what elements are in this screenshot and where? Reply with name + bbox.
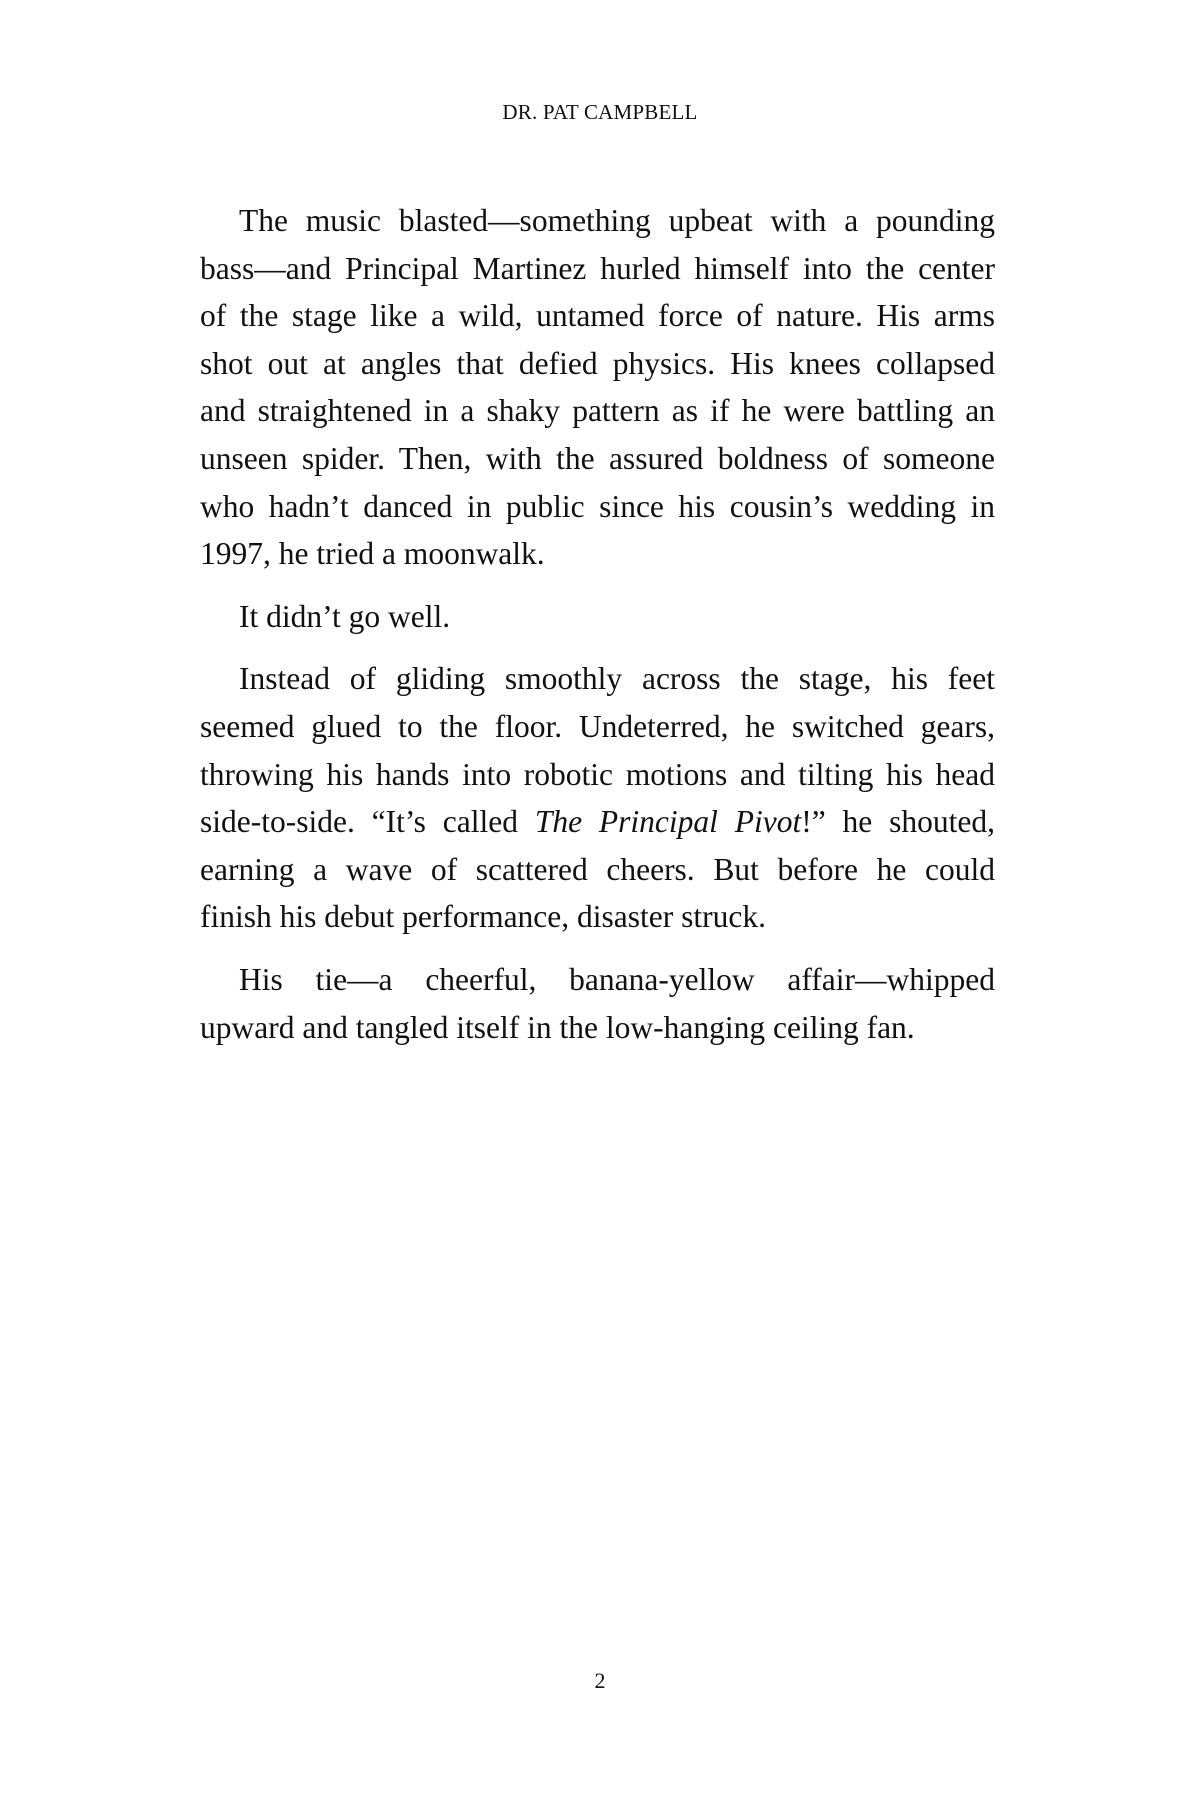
text-line: It didn’t go well. [239,598,451,634]
text-line: earning a wave of scattered cheers. But before he could [200,851,995,887]
text-line: His tie—a cheerful, banana-yellow affair—whipped [239,961,995,997]
text-line: Instead of gliding smoothly across the stage, his feet [239,661,995,697]
body-text [200,197,995,1066]
text-line: throwing his hands into robotic motions and tilting his head [200,756,995,792]
text-line: and straightened in a shaky pattern as if he were battling an [200,393,995,429]
text-segment: !” he shouted, [801,804,995,840]
page-number: 2 [594,1668,606,1693]
text-segment: side-to-side. “It’s called [200,804,535,840]
text-line: of the stage like a wild, untamed force of nature. His arms [200,298,995,334]
text-line: 1997, he tried a moonwalk. [200,536,545,572]
text-line: bass—and Principal Martinez hurled himself into the center [200,250,995,286]
text-line: upward and tangled itself in the low-hanging ceiling fan. [200,1009,915,1045]
paragraph [200,956,995,1051]
text-line: shot out at angles that defied physics. His knees collapsed [200,345,995,381]
text-line: finish his debut performance, disaster struck. [200,899,766,935]
italic-title: The Principal Pivot [534,804,802,840]
text-line: unseen spider. Then, with the assured boldness of someone [200,440,995,476]
text-line: who hadn’t danced in public since his cousin’s wedding in [200,488,995,524]
text-line: The music blasted—something upbeat with a pounding [239,203,995,238]
text-line [200,798,995,846]
running-header: DR. PAT CAMPBELL [502,100,698,124]
paragraph [200,655,995,941]
paragraph [200,593,995,641]
text-line: seemed glued to the floor. Undeterred, he switched gears, [200,708,995,744]
paragraph [200,197,995,578]
